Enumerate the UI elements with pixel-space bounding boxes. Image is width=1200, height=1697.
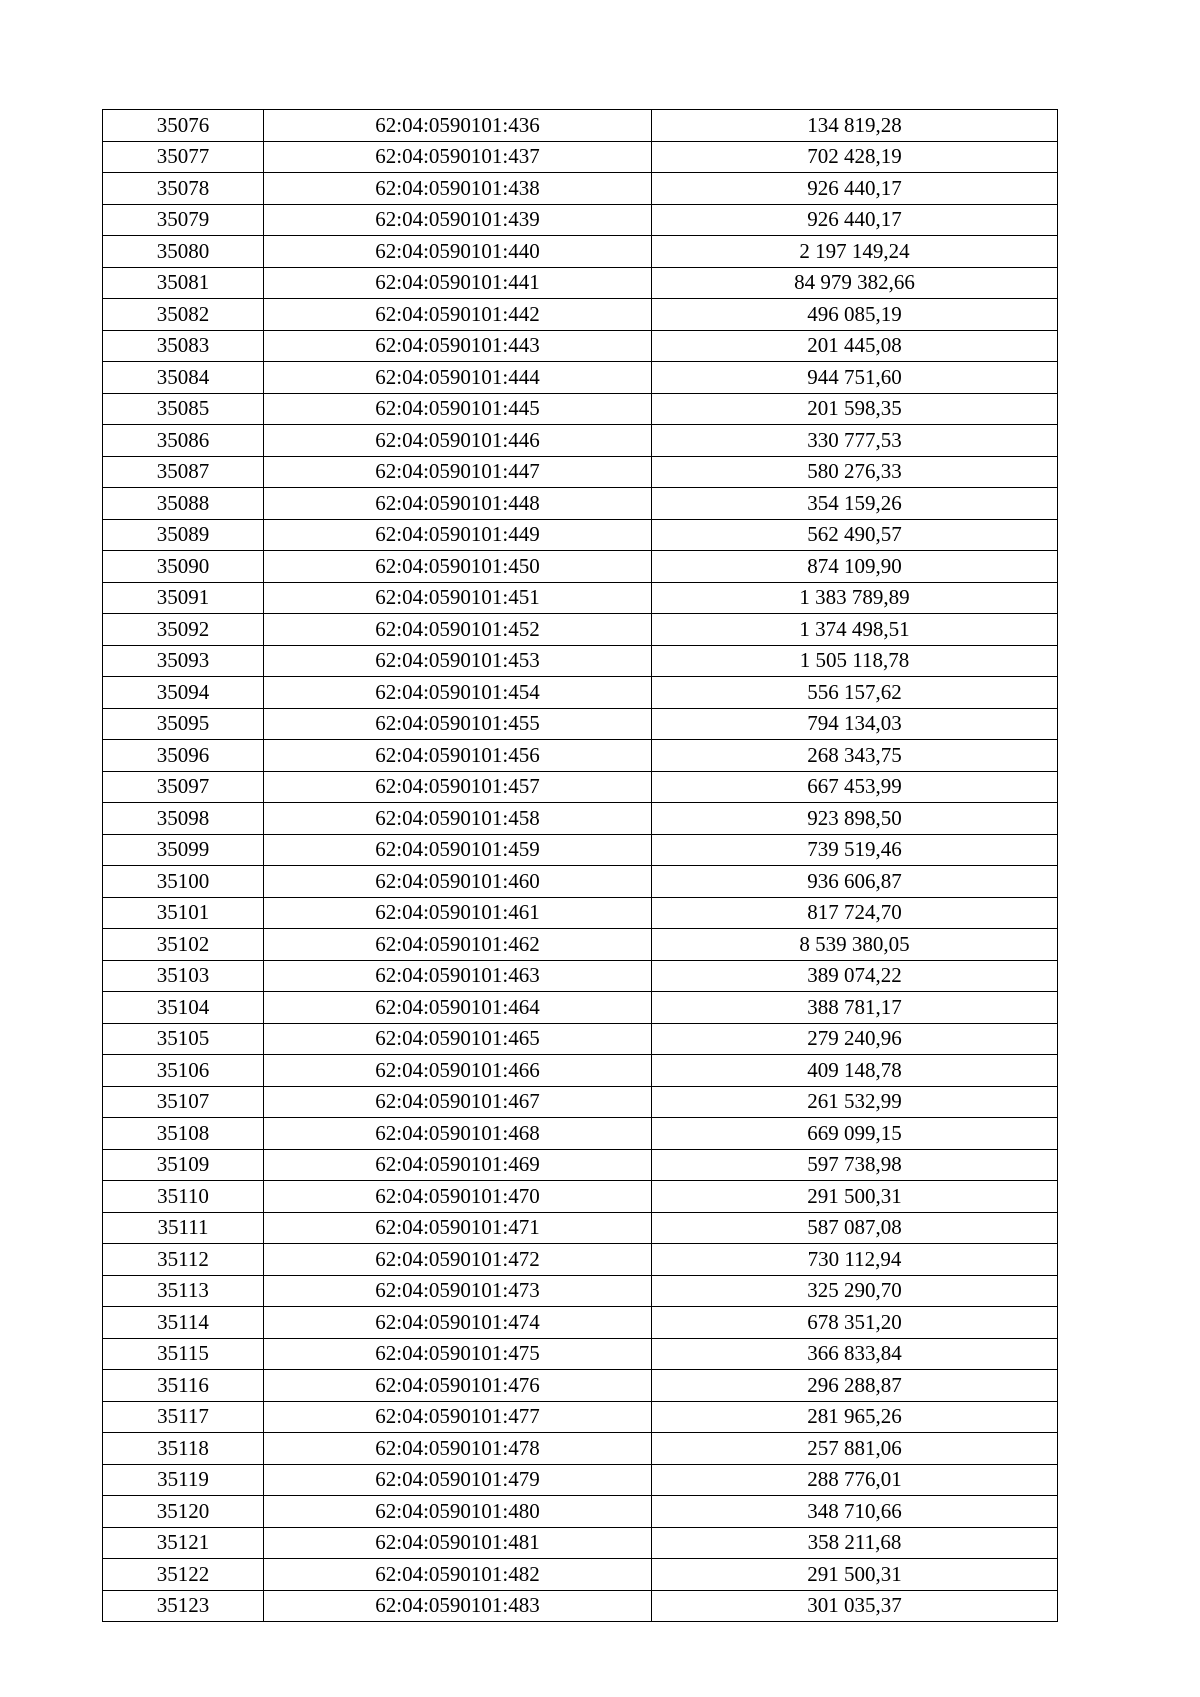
cadastral-number-cell: 62:04:0590101:442 xyxy=(264,299,652,331)
row-number-cell: 35121 xyxy=(103,1527,264,1559)
cadastral-number-cell: 62:04:0590101:480 xyxy=(264,1496,652,1528)
row-number-cell: 35108 xyxy=(103,1118,264,1150)
row-number-cell: 35089 xyxy=(103,519,264,551)
cadastral-value-cell: 1 505 118,78 xyxy=(652,645,1058,677)
table-row xyxy=(103,1527,1058,1559)
row-number-cell: 35123 xyxy=(103,1590,264,1622)
table-row xyxy=(103,740,1058,772)
row-number-cell: 35102 xyxy=(103,929,264,961)
cadastral-value-cell: 291 500,31 xyxy=(652,1559,1058,1591)
cadastral-number-cell: 62:04:0590101:471 xyxy=(264,1212,652,1244)
cadastral-number-cell: 62:04:0590101:477 xyxy=(264,1401,652,1433)
cadastral-number-cell: 62:04:0590101:450 xyxy=(264,551,652,583)
cadastral-number-cell: 62:04:0590101:479 xyxy=(264,1464,652,1496)
cadastral-value-cell: 1 374 498,51 xyxy=(652,614,1058,646)
cadastral-number-cell: 62:04:0590101:464 xyxy=(264,992,652,1024)
cadastral-value-cell: 730 112,94 xyxy=(652,1244,1058,1276)
table-row xyxy=(103,330,1058,362)
cadastral-value-cell: 2 197 149,24 xyxy=(652,236,1058,268)
row-number-cell: 35083 xyxy=(103,330,264,362)
table-row xyxy=(103,1086,1058,1118)
cadastral-number-cell: 62:04:0590101:470 xyxy=(264,1181,652,1213)
cadastral-number-cell: 62:04:0590101:449 xyxy=(264,519,652,551)
cadastral-number-cell: 62:04:0590101:468 xyxy=(264,1118,652,1150)
cadastral-number-cell: 62:04:0590101:472 xyxy=(264,1244,652,1276)
cadastral-value-cell: 296 288,87 xyxy=(652,1370,1058,1402)
cadastral-value-cell: 409 148,78 xyxy=(652,1055,1058,1087)
table-row xyxy=(103,1464,1058,1496)
table-row xyxy=(103,929,1058,961)
row-number-cell: 35120 xyxy=(103,1496,264,1528)
cadastral-number-cell: 62:04:0590101:438 xyxy=(264,173,652,205)
cadastral-number-cell: 62:04:0590101:452 xyxy=(264,614,652,646)
cadastral-number-cell: 62:04:0590101:461 xyxy=(264,897,652,929)
cadastral-value-cell: 358 211,68 xyxy=(652,1527,1058,1559)
row-number-cell: 35101 xyxy=(103,897,264,929)
row-number-cell: 35082 xyxy=(103,299,264,331)
cadastral-value-cell: 874 109,90 xyxy=(652,551,1058,583)
row-number-cell: 35098 xyxy=(103,803,264,835)
cadastral-number-cell: 62:04:0590101:455 xyxy=(264,708,652,740)
table-row xyxy=(103,614,1058,646)
cadastral-number-cell: 62:04:0590101:482 xyxy=(264,1559,652,1591)
table-row xyxy=(103,456,1058,488)
table-row xyxy=(103,488,1058,520)
cadastral-number-cell: 62:04:0590101:458 xyxy=(264,803,652,835)
cadastral-value-cell: 268 343,75 xyxy=(652,740,1058,772)
cadastral-value-cell: 936 606,87 xyxy=(652,866,1058,898)
row-number-cell: 35081 xyxy=(103,267,264,299)
cadastral-number-cell: 62:04:0590101:448 xyxy=(264,488,652,520)
row-number-cell: 35104 xyxy=(103,992,264,1024)
row-number-cell: 35080 xyxy=(103,236,264,268)
cadastral-number-cell: 62:04:0590101:466 xyxy=(264,1055,652,1087)
cadastral-value-cell: 291 500,31 xyxy=(652,1181,1058,1213)
cadastral-value-cell: 354 159,26 xyxy=(652,488,1058,520)
cadastral-value-cell: 8 539 380,05 xyxy=(652,929,1058,961)
cadastral-value-cell: 669 099,15 xyxy=(652,1118,1058,1150)
cadastral-value-cell: 587 087,08 xyxy=(652,1212,1058,1244)
row-number-cell: 35085 xyxy=(103,393,264,425)
table-row xyxy=(103,1212,1058,1244)
cadastral-value-cell: 562 490,57 xyxy=(652,519,1058,551)
cadastral-number-cell: 62:04:0590101:463 xyxy=(264,960,652,992)
table-row xyxy=(103,299,1058,331)
cadastral-number-cell: 62:04:0590101:444 xyxy=(264,362,652,394)
table-row xyxy=(103,110,1058,142)
cadastral-number-cell: 62:04:0590101:476 xyxy=(264,1370,652,1402)
row-number-cell: 35094 xyxy=(103,677,264,709)
row-number-cell: 35079 xyxy=(103,204,264,236)
cadastral-number-cell: 62:04:0590101:478 xyxy=(264,1433,652,1465)
cadastral-value-cell: 597 738,98 xyxy=(652,1149,1058,1181)
cadastral-value-cell: 739 519,46 xyxy=(652,834,1058,866)
row-number-cell: 35107 xyxy=(103,1086,264,1118)
table-row xyxy=(103,992,1058,1024)
table-row xyxy=(103,1181,1058,1213)
cadastral-value-cell: 84 979 382,66 xyxy=(652,267,1058,299)
cadastral-value-cell: 794 134,03 xyxy=(652,708,1058,740)
row-number-cell: 35095 xyxy=(103,708,264,740)
cadastral-value-cell: 325 290,70 xyxy=(652,1275,1058,1307)
cadastral-number-cell: 62:04:0590101:456 xyxy=(264,740,652,772)
cadastral-value-cell: 348 710,66 xyxy=(652,1496,1058,1528)
row-number-cell: 35078 xyxy=(103,173,264,205)
row-number-cell: 35105 xyxy=(103,1023,264,1055)
table-row xyxy=(103,1559,1058,1591)
table-row xyxy=(103,866,1058,898)
cadastral-value-cell: 667 453,99 xyxy=(652,771,1058,803)
row-number-cell: 35118 xyxy=(103,1433,264,1465)
table-row xyxy=(103,362,1058,394)
row-number-cell: 35093 xyxy=(103,645,264,677)
row-number-cell: 35113 xyxy=(103,1275,264,1307)
row-number-cell: 35087 xyxy=(103,456,264,488)
cadastral-value-cell: 678 351,20 xyxy=(652,1307,1058,1339)
cadastral-value-cell: 702 428,19 xyxy=(652,141,1058,173)
row-number-cell: 35100 xyxy=(103,866,264,898)
cadastral-number-cell: 62:04:0590101:439 xyxy=(264,204,652,236)
cadastral-number-cell: 62:04:0590101:447 xyxy=(264,456,652,488)
cadastral-number-cell: 62:04:0590101:473 xyxy=(264,1275,652,1307)
row-number-cell: 35115 xyxy=(103,1338,264,1370)
cadastral-value-cell: 496 085,19 xyxy=(652,299,1058,331)
cadastral-value-cell: 330 777,53 xyxy=(652,425,1058,457)
table-row xyxy=(103,1590,1058,1622)
table-row xyxy=(103,393,1058,425)
cadastral-value-cell: 134 819,28 xyxy=(652,110,1058,142)
cadastral-value-cell: 281 965,26 xyxy=(652,1401,1058,1433)
cadastral-value-cell: 388 781,17 xyxy=(652,992,1058,1024)
table-row xyxy=(103,551,1058,583)
table-row xyxy=(103,771,1058,803)
cadastral-value-cell: 944 751,60 xyxy=(652,362,1058,394)
cadastral-number-cell: 62:04:0590101:459 xyxy=(264,834,652,866)
cadastral-value-cell: 923 898,50 xyxy=(652,803,1058,835)
row-number-cell: 35109 xyxy=(103,1149,264,1181)
table-row xyxy=(103,1496,1058,1528)
row-number-cell: 35119 xyxy=(103,1464,264,1496)
table-row xyxy=(103,582,1058,614)
table-row xyxy=(103,1370,1058,1402)
cadastral-value-cell: 257 881,06 xyxy=(652,1433,1058,1465)
cadastral-number-cell: 62:04:0590101:451 xyxy=(264,582,652,614)
row-number-cell: 35112 xyxy=(103,1244,264,1276)
cadastral-number-cell: 62:04:0590101:460 xyxy=(264,866,652,898)
table-row xyxy=(103,897,1058,929)
cadastral-number-cell: 62:04:0590101:453 xyxy=(264,645,652,677)
cadastral-number-cell: 62:04:0590101:437 xyxy=(264,141,652,173)
cadastral-number-cell: 62:04:0590101:457 xyxy=(264,771,652,803)
cadastral-number-cell: 62:04:0590101:462 xyxy=(264,929,652,961)
table-row xyxy=(103,708,1058,740)
row-number-cell: 35117 xyxy=(103,1401,264,1433)
cadastral-value-cell: 926 440,17 xyxy=(652,173,1058,205)
cadastral-value-cell: 580 276,33 xyxy=(652,456,1058,488)
row-number-cell: 35090 xyxy=(103,551,264,583)
table-row xyxy=(103,425,1058,457)
cadastral-number-cell: 62:04:0590101:454 xyxy=(264,677,652,709)
cadastral-value-cell: 389 074,22 xyxy=(652,960,1058,992)
cadastral-number-cell: 62:04:0590101:445 xyxy=(264,393,652,425)
table-row xyxy=(103,834,1058,866)
cadastral-number-cell: 62:04:0590101:483 xyxy=(264,1590,652,1622)
cadastral-number-cell: 62:04:0590101:467 xyxy=(264,1086,652,1118)
cadastral-value-cell: 201 445,08 xyxy=(652,330,1058,362)
row-number-cell: 35103 xyxy=(103,960,264,992)
cadastral-number-cell: 62:04:0590101:469 xyxy=(264,1149,652,1181)
table-row xyxy=(103,1023,1058,1055)
cadastral-number-cell: 62:04:0590101:481 xyxy=(264,1527,652,1559)
row-number-cell: 35092 xyxy=(103,614,264,646)
cadastral-value-cell: 288 776,01 xyxy=(652,1464,1058,1496)
cadastral-number-cell: 62:04:0590101:436 xyxy=(264,110,652,142)
table-row xyxy=(103,1433,1058,1465)
row-number-cell: 35097 xyxy=(103,771,264,803)
row-number-cell: 35086 xyxy=(103,425,264,457)
table-row xyxy=(103,1307,1058,1339)
table-row xyxy=(103,1338,1058,1370)
row-number-cell: 35114 xyxy=(103,1307,264,1339)
table-row xyxy=(103,236,1058,268)
cadastral-value-cell: 1 383 789,89 xyxy=(652,582,1058,614)
table-row xyxy=(103,803,1058,835)
table-row xyxy=(103,1244,1058,1276)
cadastral-value-cell: 279 240,96 xyxy=(652,1023,1058,1055)
table-row xyxy=(103,677,1058,709)
cadastral-value-cell: 261 532,99 xyxy=(652,1086,1058,1118)
cadastral-number-cell: 62:04:0590101:474 xyxy=(264,1307,652,1339)
cadastral-number-cell: 62:04:0590101:440 xyxy=(264,236,652,268)
cadastral-value-table xyxy=(102,109,1058,1622)
table-row xyxy=(103,204,1058,236)
cadastral-number-cell: 62:04:0590101:465 xyxy=(264,1023,652,1055)
cadastral-number-cell: 62:04:0590101:441 xyxy=(264,267,652,299)
table-row xyxy=(103,519,1058,551)
cadastral-number-cell: 62:04:0590101:443 xyxy=(264,330,652,362)
row-number-cell: 35077 xyxy=(103,141,264,173)
row-number-cell: 35111 xyxy=(103,1212,264,1244)
table-row xyxy=(103,1401,1058,1433)
table-row xyxy=(103,173,1058,205)
cadastral-value-cell: 926 440,17 xyxy=(652,204,1058,236)
cadastral-value-cell: 556 157,62 xyxy=(652,677,1058,709)
table-row xyxy=(103,1275,1058,1307)
cadastral-number-cell: 62:04:0590101:475 xyxy=(264,1338,652,1370)
table-body xyxy=(103,110,1058,1622)
table-row xyxy=(103,1118,1058,1150)
cadastral-number-cell: 62:04:0590101:446 xyxy=(264,425,652,457)
table-row xyxy=(103,267,1058,299)
row-number-cell: 35096 xyxy=(103,740,264,772)
row-number-cell: 35116 xyxy=(103,1370,264,1402)
cadastral-value-cell: 301 035,37 xyxy=(652,1590,1058,1622)
table-row xyxy=(103,1149,1058,1181)
table-row xyxy=(103,1055,1058,1087)
row-number-cell: 35091 xyxy=(103,582,264,614)
row-number-cell: 35110 xyxy=(103,1181,264,1213)
table-row xyxy=(103,960,1058,992)
row-number-cell: 35076 xyxy=(103,110,264,142)
row-number-cell: 35122 xyxy=(103,1559,264,1591)
row-number-cell: 35088 xyxy=(103,488,264,520)
cadastral-value-cell: 201 598,35 xyxy=(652,393,1058,425)
table-row xyxy=(103,645,1058,677)
cadastral-value-cell: 817 724,70 xyxy=(652,897,1058,929)
row-number-cell: 35106 xyxy=(103,1055,264,1087)
row-number-cell: 35099 xyxy=(103,834,264,866)
table-row xyxy=(103,141,1058,173)
row-number-cell: 35084 xyxy=(103,362,264,394)
cadastral-value-cell: 366 833,84 xyxy=(652,1338,1058,1370)
